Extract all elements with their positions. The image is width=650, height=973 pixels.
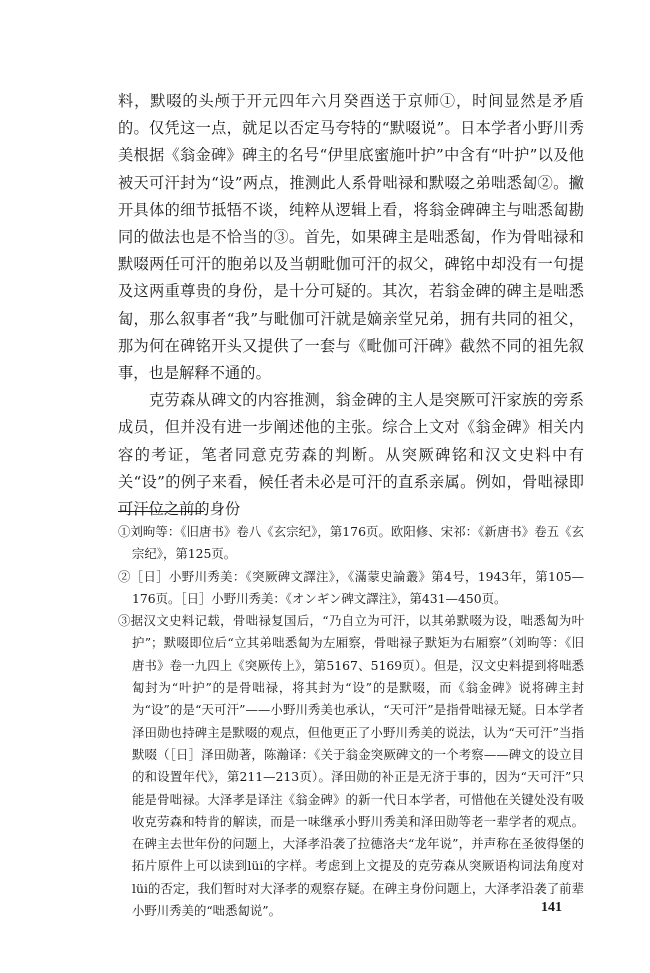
paragraph-1: 料，默啜的头颅于开元四年六月癸酉送于京师①，时间显然是矛盾的。仅凭这一点，就足以否定马夸特的“默啜说”。日本学者小野川秀美根据《翁金碑》碑主的名号“伊里底蜜施叶护”中含有“叶护”以及他被天可汗封为“设”两点，推测此人系骨咄禄和默啜之弟咄悉匐②。撇开具体的细节抵牾不谈，纯粹从逻辑上看，将翁金碑碑主与咄悉匐勘同的做法也是不恰当的③。首先，如果碑主是咄悉匐，作为骨咄禄和默啜两任可汗的胞弟以及当朝毗伽可汗的叔父，碑铭中却没有一句提及这两重尊贵的身份，是十分可疑的。其次，若翁金碑的碑主是咄悉匐，那么叙事者“我”与毗伽可汗就是嫡亲堂兄弟，拥有共同的祖父，那为何在碑铭开头又提供了一套与《毗伽可汗碑》截然不同的祖先叙事，也是解释不通的。 xyxy=(118,92,584,383)
footnotes xyxy=(118,521,584,922)
paragraph-2: 克劳森从碑文的内容推测，翁金碑的主人是突厥可汗家族的旁系成员，但并没有进一步阐述他的主张。综合上文对《翁金碑》相关内容的考证，笔者同意克劳森的判断。从突厥碑铭和汉文史料中有关“设”的例子来看，候任者未必是可汗的直系亲属。例如，骨咄禄即可汗位之前的身份 xyxy=(118,391,584,519)
footnote-2: ②［日］小野川秀美：《突厥碑文譯注》，《滿蒙史論叢》第4号，1943年，第105—176页。［日］小野川秀美：《オンギン碑文譯注》，第431—450页。 xyxy=(118,568,584,606)
main-text xyxy=(118,88,584,523)
footnote-1: ①刘昫等：《旧唐书》卷八《玄宗纪》，第176页。欧阳修、宋祁：《新唐书》卷五《玄宗纪》，第125页。 xyxy=(118,524,584,562)
footnote-3: ③据汉文史料记载，骨咄禄复国后，“乃自立为可汗，以其弟默啜为设，咄悉匐为叶护”；默啜即位后“立其弟咄悉匐为左厢察，骨咄禄子默矩为右厢察”（刘昫等：《旧唐书》卷一九四上《突厥传上》，第5167、5169页）。但是，汉文史料提到将咄悉匐封为“叶护”的是骨咄禄，将其封为“设”的是默啜，而《翁金碑》说将碑主封为“设”的是“天可汗”——小野川秀美也承认，“天可汗”是指骨咄禄无疑。日本学者泽田勋也持碑主是默啜的观点，但他更正了小野川秀美的说法，认为“天可汗”当指默啜（［日］泽田勋著，陈瀚译：《关于翁金突厥碑文的一个考察——碑文的设立目的和设置年代》，第211—213页）。泽田勋的补正是无济于事的，因为“天可汗”只能是骨咄禄。大泽孝是译注《翁金碑》的新一代日本学者，可惜他在关键处没有吸收克劳森和特肯的解读，而是一味继承小野川秀美和泽田勋等老一辈学者的观点。在碑主去世年份的问题上，大泽孝沿袭了拉德洛夫“龙年说”，并声称在圣彼得堡的拓片原件上可以读到lüi的字样。考虑到上文提及的克劳森从突厥语构词法角度对lüi的否定，我们暂时对大泽孝的观察存疑。在碑主身份问题上，大泽孝沿袭了前辈小野川秀美的“咄悉匐说”。 xyxy=(118,613,584,919)
page-number: 141 xyxy=(541,900,562,915)
footnote-separator xyxy=(118,511,204,512)
